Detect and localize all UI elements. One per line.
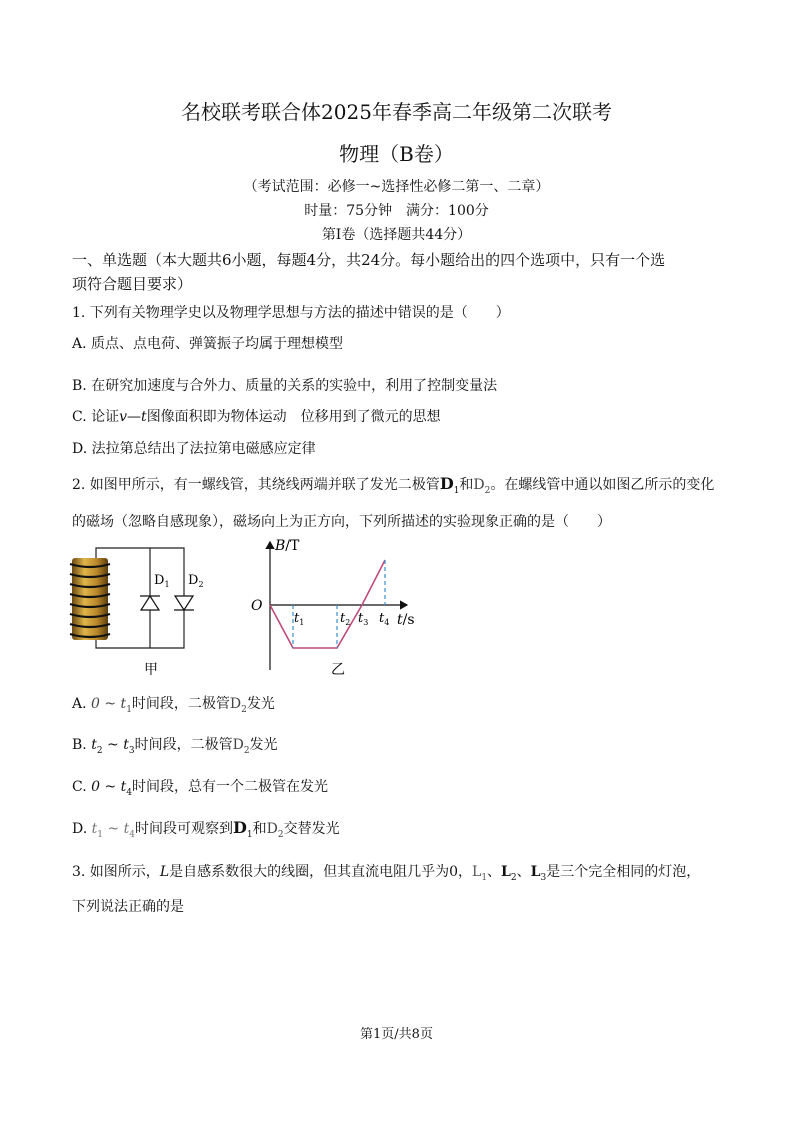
time-score: 时量：75分钟 满分：100分	[304, 203, 489, 219]
q2-option-b: B. $t_2$ ~ $t_3$时间段，二极管$D_2$发光	[72, 737, 278, 756]
section-heading-line1: 一、单选题（本大题共6小题，每题4分，共24分。每小题给出的四个选项中，只有一个选	[72, 251, 666, 269]
diode-d1	[140, 596, 160, 610]
exam-scope: （考试范围：必修一~选择性必修二第一、二章）	[243, 179, 550, 195]
figure-yi	[245, 532, 425, 680]
q2-stem-line1: 2. 如图甲所示，有一螺线管，其绕线两端并联了发光二极管$D_1$和$D_2$。在螺线管中通以如图乙所示的变化	[72, 474, 715, 496]
subject-title: 物理（B卷）	[339, 142, 454, 166]
caption-yi: 乙	[331, 662, 345, 678]
q1-option-b: B. 在研究加速度与合外力、质量的关系的实验中，利用了控制变量法	[72, 378, 498, 394]
q3-stem-line1: 3. 如图所示，L是自感系数很大的线圈，但其直流电阻几乎为0，$L_1$、$L_2$、$L_3$是三个完全相同的灯泡，	[72, 864, 701, 883]
diode-d2	[174, 596, 194, 610]
q2-option-c: C. 0 ~ $t_4$时间段，总有一个二极管在发光	[72, 779, 329, 798]
q2-option-d: D. $t_1$ ~ $t_4$时间段可观察到$D_1$和$D_2$交替发光	[72, 818, 340, 840]
label-d1: $D_1$	[154, 573, 170, 589]
tick-t2: $t_2$	[340, 611, 351, 627]
origin-label: O	[251, 598, 263, 614]
caption-jia: 甲	[144, 662, 158, 678]
x-axis-label: t/s	[397, 612, 415, 628]
section-heading-line2: 项符合题目要求）	[72, 275, 193, 293]
q1-stem: 1. 下列有关物理学史以及物理学思想与方法的描述中错误的是（ ）	[72, 305, 510, 321]
tick-t3: $t_3$	[358, 611, 369, 627]
exam-title: 名校联考联合体2025年春季高二年级第二次联考	[181, 100, 612, 124]
q1-option-c: C. 论证v—t图像面积即为物体运动 位移用到了微元的思想	[72, 409, 441, 425]
tick-t4: $t_4$	[379, 611, 390, 627]
q2-option-a: A. 0 ~ $t_1$时间段，二极管$D_2$发光	[72, 696, 275, 715]
q1-option-d: D. 法拉第总结出了法拉第电磁感应定律	[72, 441, 316, 457]
label-d2: $D_2$	[188, 573, 204, 589]
figure-jia	[68, 540, 204, 680]
volume-heading: 第Ⅰ卷（选择题共44分）	[321, 227, 472, 243]
q1-option-a: A. 质点、点电荷、弹簧振子均属于理想模型	[72, 336, 344, 352]
page-footer: 第1页/共8页	[360, 1027, 433, 1042]
q3-stem-line2: 下列说法正确的是	[72, 899, 184, 915]
y-axis-label: B/T	[275, 538, 300, 554]
q2-stem-line2: 的磁场（忽略自感现象），磁场向上为正方向，下列所描述的实验现象正确的是（ ）	[72, 514, 611, 530]
b-t-curve	[270, 560, 385, 648]
tick-t1: $t_1$	[294, 611, 305, 627]
